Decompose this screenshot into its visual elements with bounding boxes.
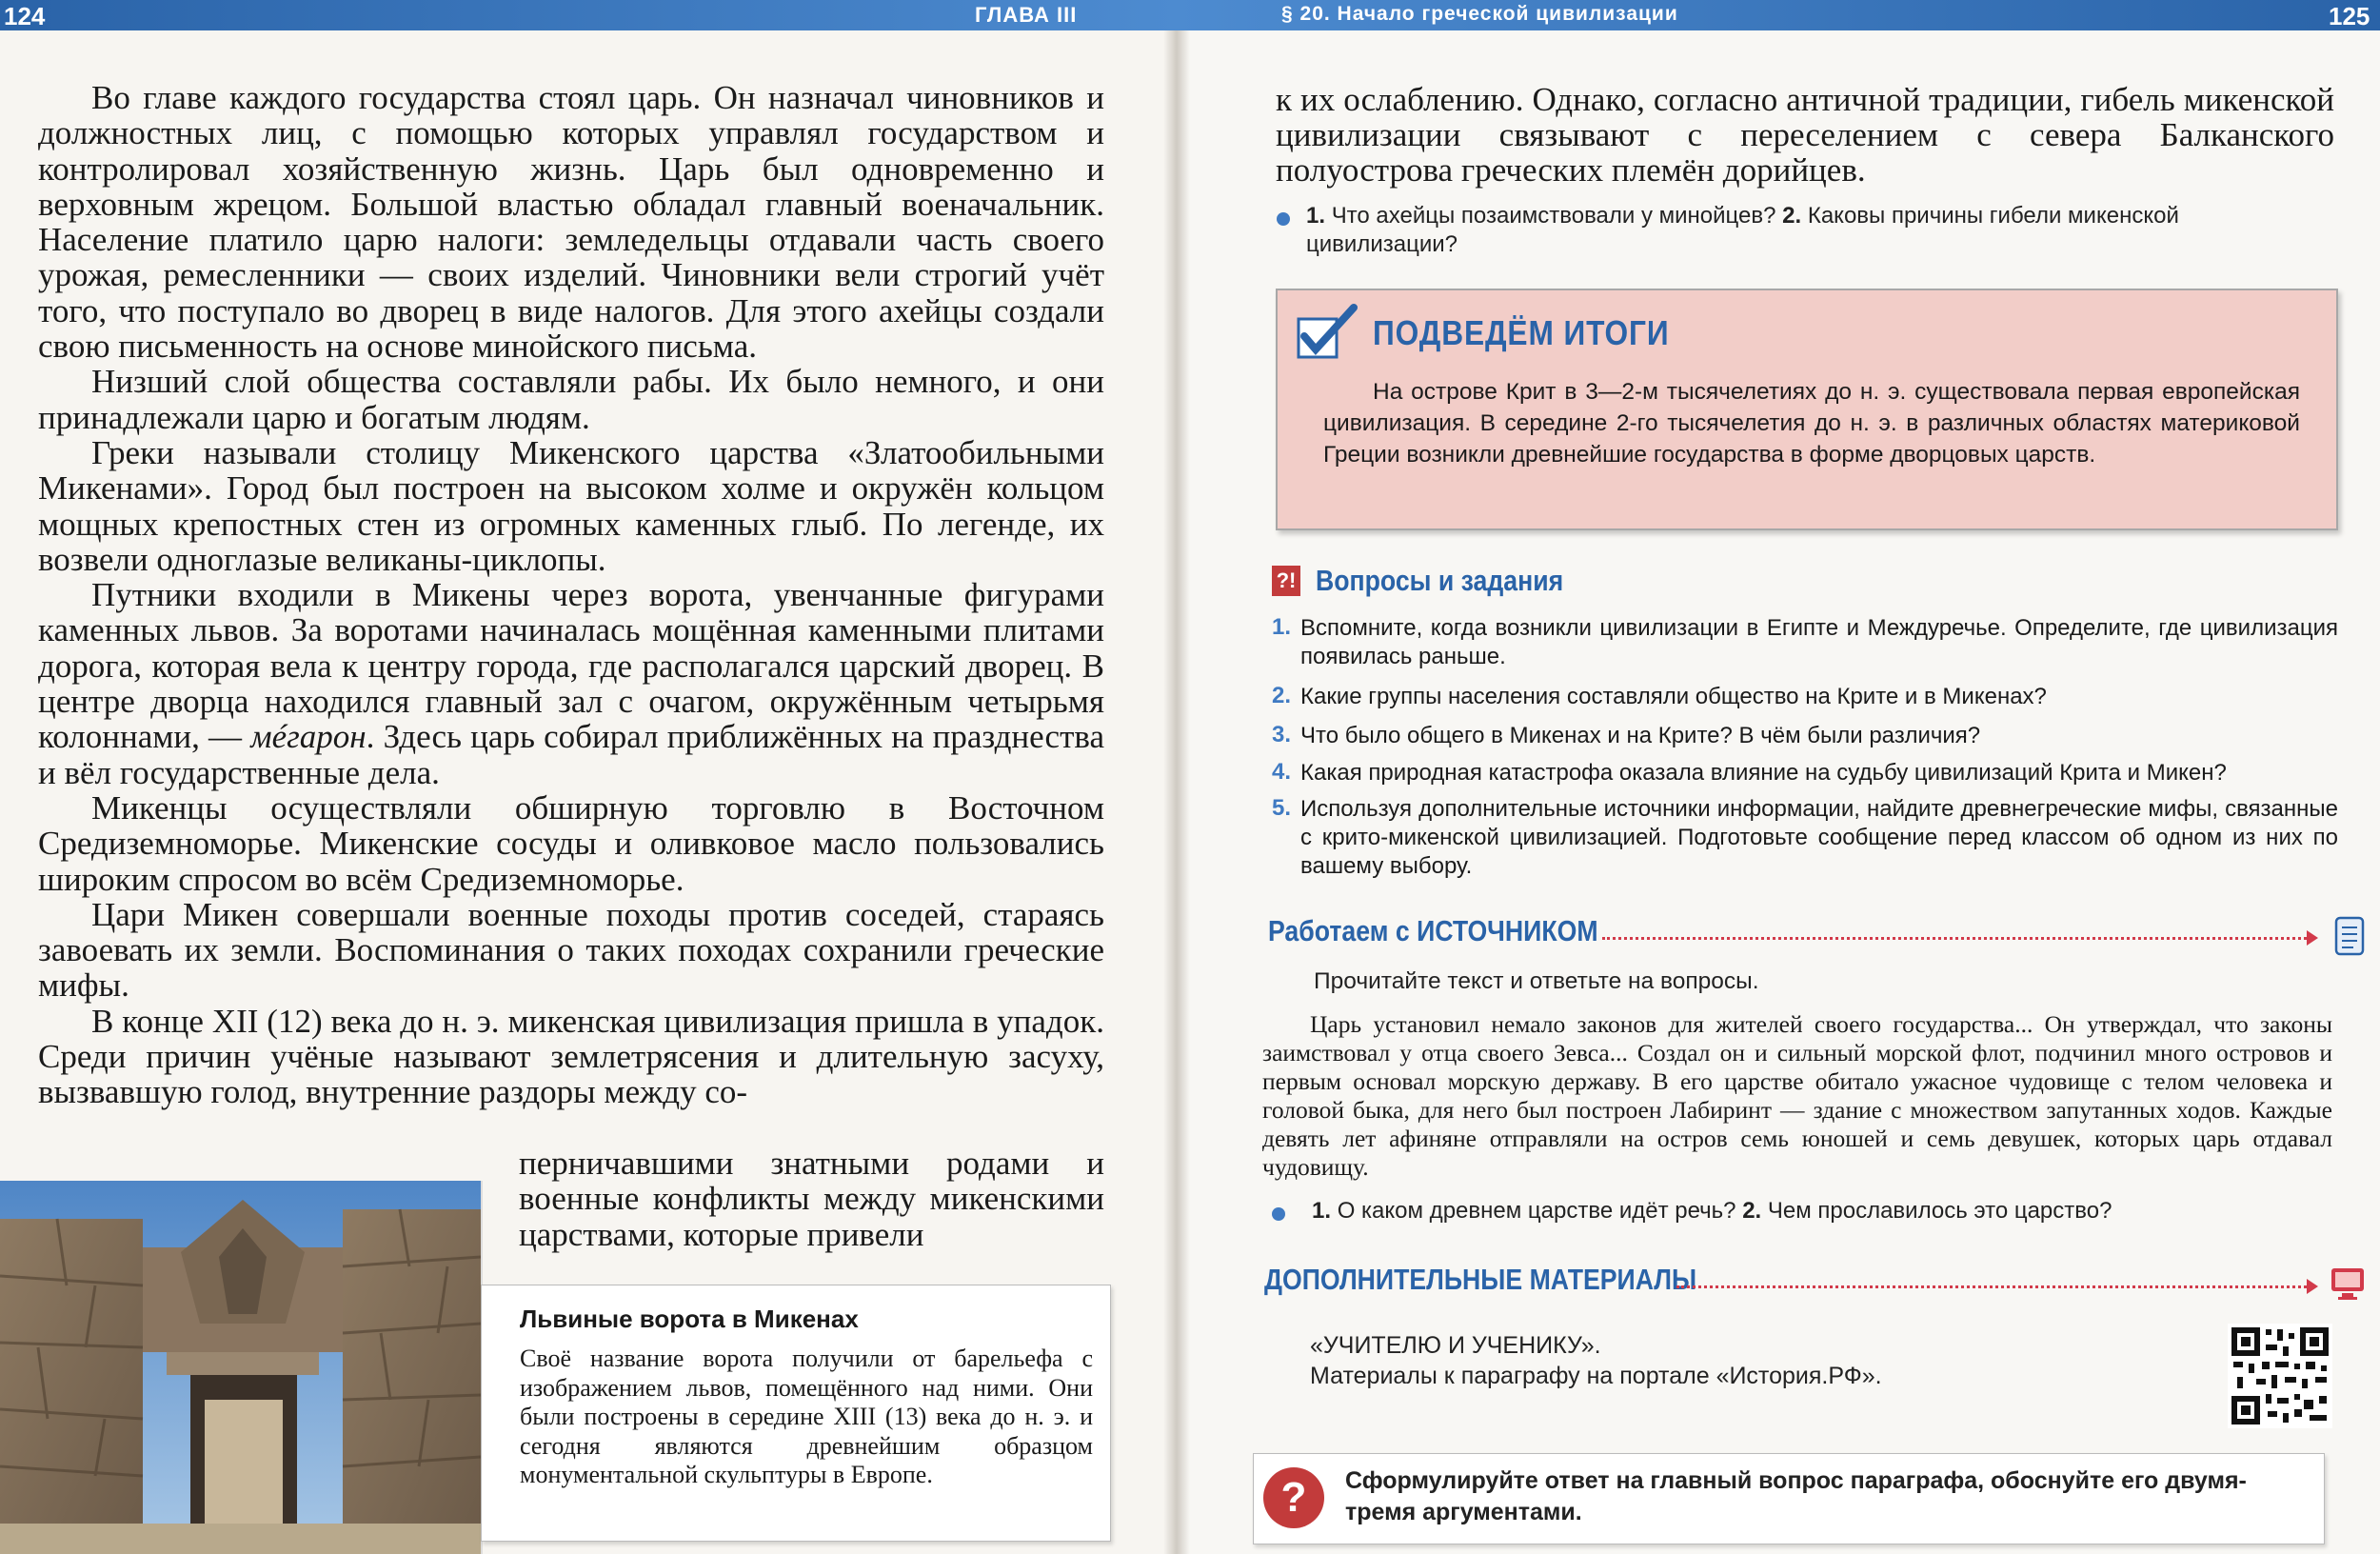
bullet-icon [1272,1207,1285,1221]
book-gutter [1163,0,1190,1554]
left-narrow-text [519,1146,1104,1252]
checkmark-icon [1295,304,1361,363]
right-page-header [1177,0,2380,30]
source-heading: Работаем с ИСТОЧНИКОМ [1268,914,1598,947]
right-continued-text: к их ослаблению. Однако, согласно античной традиции, гибель микенской цивилизации связывают с переселением с севера Балканского полуострова греческих племён дорийцев. [1276,81,2334,189]
left-page [0,0,1177,1554]
summary-box [1276,289,2338,530]
summary-heading: ПОДВЕДЁМ ИТОГИ [1373,313,1670,352]
extra-divider [1676,1285,2307,1288]
extra-link-desc: Материалы к параграфу на портале «История.РФ». [1310,1363,1882,1389]
bullet-icon [1277,212,1290,226]
caption-text: Своё название ворота получили от барельефа с изображением львов, помещённого над ними. Они были построены в середине XIII (13) века до н. э. и сегодня являются древнейшим образцом монументальной скульптуры в Европе. [520,1345,1093,1489]
lion-gate-illustration [0,1181,481,1554]
source-text: Царь установил немало законов для жителей своего государства... Он утверждал, что законы заимствовал у отца своего Зевса... Создал он и сильный морской флот, подчинил много островов и первым основал морскую державу. В его царстве обитало ужасное чудовище с телом человека и головой быка, для него был построен Лабиринт — здание с множеством запутанных ходов. Каждые девять лет афиняне отправляли на остров семь юношей и семь девушек, которых царь отдавал чудовищу. [1262,1010,2332,1181]
arrow-right-icon [2307,1279,2318,1294]
term-megaron: мéгарон [250,718,367,756]
source-questions: 1. О каком древнем царстве идёт речь? 2. Чем прославилось это царство? [1312,1198,2112,1224]
question-circle-icon: ? [1263,1467,1324,1528]
page-number-left: 124 [4,2,46,30]
paragraph: Цари Микен совершали военные походы против соседей, стараясь завоевать их земли. Воспоминания о таких походах сохранили греческие мифы. [38,895,1104,1005]
paragraph: Низший слой общества составляли рабы. Их было немного, и они принадлежали царю и богатым людям. [38,363,1104,436]
caption-title: Львиные ворота в Микенах [520,1305,859,1333]
paragraph: В конце XII (12) века до н. э. микенская цивилизация пришла в упадок. Среди причин учёные называют землетрясения и длительную засуху, вызвавшую голод, внутренние раздоры между со- [38,1002,1104,1111]
chapter-title: ГЛАВА III [975,3,1078,27]
paragraph: Путники входили в Микены через ворота, увенчанные фигурами каменных львов. За воротами начиналась мощённая каменными плитами дорога, которая вела к центру города, где располагался царский дворец. В центре дворца находился главный зал с очагом, окружённым четырьмя колоннами, — мéгарон. Здесь царь собирал приближённых на празднества и вёл государственные дела. [38,576,1104,791]
source-intro: Прочитайте текст и ответьте на вопросы. [1314,968,1759,994]
left-page-header [0,0,1177,30]
main-question-box [1253,1453,2325,1544]
arrow-right-icon [2307,930,2318,946]
main-question-text: Сформулируйте ответ на главный вопрос параграфа, обоснуйте его двумя-тремя аргументами. [1345,1467,2247,1525]
left-main-text [38,80,1104,1110]
paragraph-continued: перничавшими знатными родами и военные конфликты между микенскими царствами, которые привели [519,1145,1104,1253]
paragraph: Микенцы осуществляли обширную торговлю в Восточном Средиземноморье. Микенские сосуды и оливковое масло пользовались широким спросом во всём Средиземноморье. [38,788,1104,898]
extra-heading: ДОПОЛНИТЕЛЬНЫЕ МАТЕРИАЛЫ [1264,1263,1697,1296]
qr-code-icon[interactable] [2228,1324,2332,1428]
source-divider [1602,937,2307,940]
lion-gate-photo [0,1181,483,1554]
scroll-document-icon [2330,914,2369,958]
section-title: § 20. Начало греческой цивилизации [1281,3,1678,25]
page-number-right: 125 [2329,2,2370,30]
questions-heading: Вопросы и задания [1316,564,1564,597]
paragraph-questions: 1. Что ахейцы позаимствовали у минойцев? 2. Каковы причины гибели микенской цивилизации? [1306,203,2179,257]
summary-text: На острове Крит в 3—2-м тысячелетиях до н. э. существовала первая европейская цивилизация. В середине 2-го тысячелетия до н. э. в различных областях материковой Греции возникли древнейшие государства в форме дворцовых царств. [1323,379,2300,468]
paragraph: Греки называли столицу Микенского царства «Златообильными Микенами». Город был построен на высоком холме и окружён кольцом мощных крепостных стен из огромных каменных глыб. По легенде, их возвели одноглазые великаны-циклопы. [38,433,1104,578]
extra-link-title[interactable]: «УЧИТЕЛЮ И УЧЕНИКУ». [1310,1332,1601,1359]
monitor-icon [2329,1265,2367,1303]
questions-icon: ?! [1272,566,1300,596]
right-page: к их ослаблению. Однако, согласно античной традиции, гибель микенской цивилизации связывают с переселением с севера Балканского полуострова греческих племён дорийцев. 1. Что ахейцы позаимствовали у минойцев? 2. Каковы причины гибели микенской цивилизации? ПОДВЕДЁМ ИТОГИ На острове Крит в 3—2-м тысячелетиях до н. э. существовала первая европейская цивилизация. В середине 2-го тысячелетия до н. э. в различных областях материковой Греции возникли древнейшие государства в форме дворцовых царств. ?! Вопросы и задания 1. Вспомните, когда возникли цивилизации в Египте и Междуречье. Определите, где цивилизация появилась раньше. 2. Какие группы населения составляли общество на Крите и в Микенах? 3. Что было общего в Микенах и на Крите? В чём были различия? 4. Какая природная катастрофа оказала влияние на судьбу цивилизаций Крита и Микен? 5. Используя дополнительные источники информации, найдите древнегреческие мифы, связанные с крито-микенской цивилизацией. Подготовьте сообщение перед классом об одном из них по вашему выбору. Работаем с ИСТОЧНИКОМ Прочитайте текст и ответьте на вопросы. Царь установил немало законов для жителей своего государства... Он утверждал, что законы заимствовал у отца своего Зевса... Создал он и сильный морской флот, подчинил много островов и первым основал морскую державу. В его царстве обитало ужасное чудовище с телом человека и головой быка, для него был построен Лабиринт — здание с множеством запутанных ходов. Каждые девять лет афиняне отправляли на остров семь юношей и семь девушек, которых царь отдавал чудовищу. 1. О каком древнем царстве идёт речь? 2. Чем прославилось это царство? ДОПОЛНИТЕЛЬНЫЕ МАТЕРИАЛЫ «УЧИТЕЛЮ И УЧЕНИКУ». Материалы к параграфу на портале «История.РФ». ? Сформулируйте ответ на главный вопрос параграфа, обоснуйте его двумя-тремя аргументами. [1177,0,2380,1554]
photo-caption [481,1285,1111,1542]
paragraph: Во главе каждого государства стоял царь. Он назначал чиновников и должностных лиц, с помощью которых управлял государством и контролировал хозяйственную жизнь. Царь был одновременно и верховным жрецом. Большой властью обладал главный военачальник. Население платило царю налоги: земледельцы отдавали часть своего урожая, ремесленники — своих изделий. Чиновники вели строгий учёт того, что поступало во дворец в виде налогов. Для этого ахейцы создали свою письменность на основе минойского письма. [38,79,1104,366]
